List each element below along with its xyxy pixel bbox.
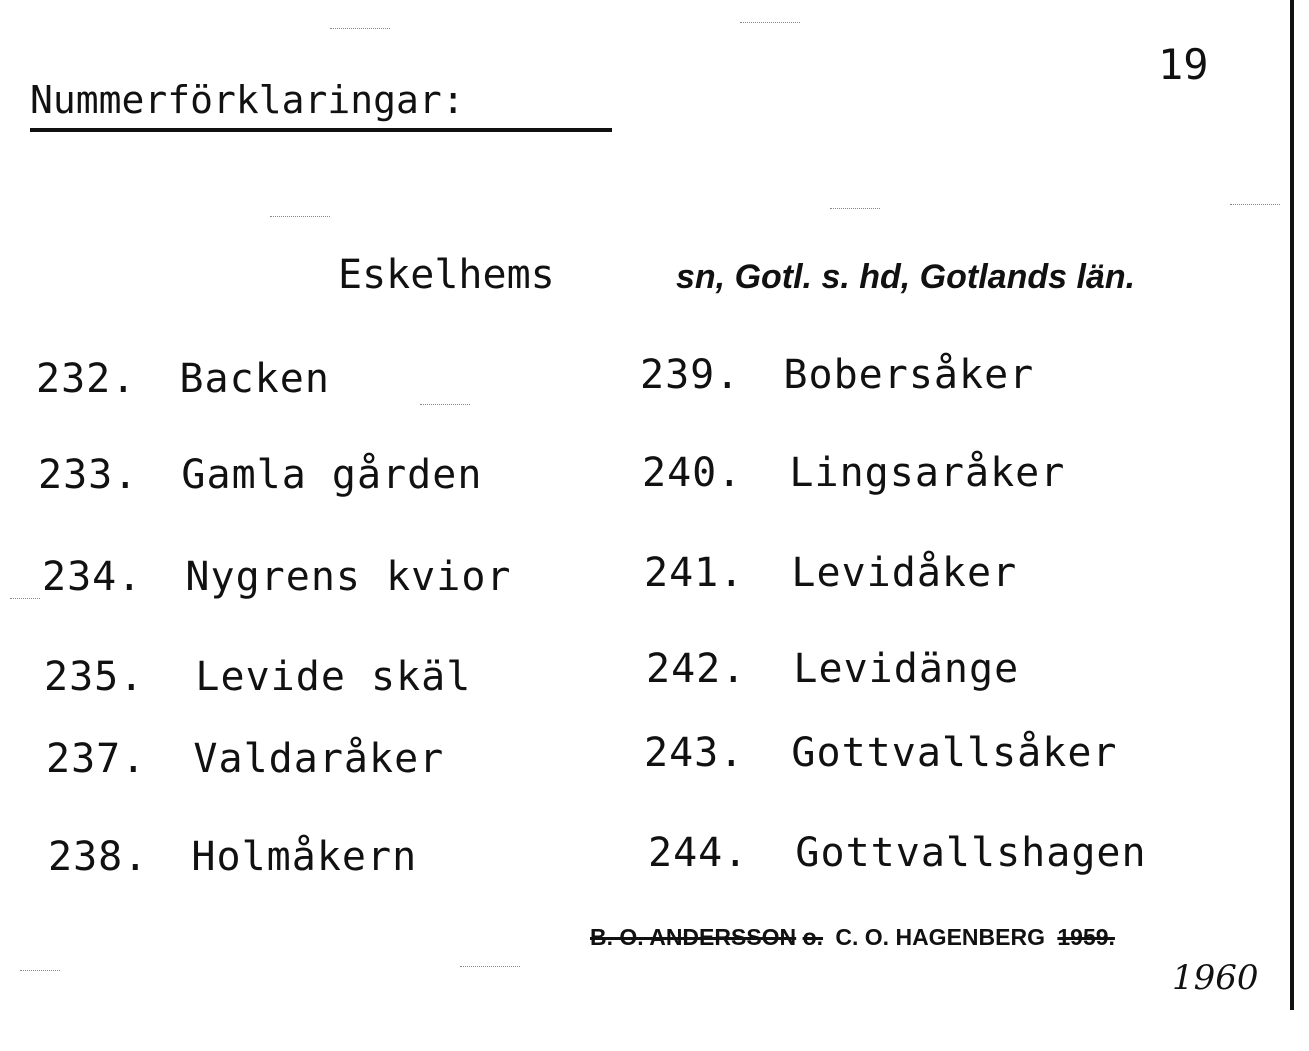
scan-artifact [460,966,520,968]
entry-name: Bobersåker [783,352,1035,398]
scan-artifact [830,208,880,210]
entry-name: Lingsaråker [789,450,1066,496]
list-item [36,356,330,402]
entry-name: Gamla gården [181,452,483,498]
entry-number: 235. [44,654,145,700]
entry-number: 234. [42,554,143,600]
page-heading: Nummerförklaringar: [30,78,465,122]
entry-name: Levidänge [793,646,1020,692]
parish-name: Eskelhems [338,252,555,298]
entry-name: Gottvallshagen [795,830,1147,876]
scan-artifact [740,22,800,24]
entry-number: 240. [642,450,743,496]
scan-artifact [1230,204,1280,206]
entry-number: 233. [38,452,139,498]
list-item [46,736,444,782]
entry-name: Holmåkern [191,834,418,880]
handwritten-year: 1960 [1172,958,1259,998]
list-item [38,452,482,498]
entry-name: Gottvallsåker [791,730,1118,776]
card-edge-line [1290,0,1294,1010]
scan-artifact [270,216,330,218]
entry-number: 244. [648,830,749,876]
entry-name: Levide skäl [195,654,472,700]
list-item [644,730,1118,776]
struck-connector: o. [802,924,824,950]
list-item [42,554,512,600]
entry-number: 242. [646,646,747,692]
entry-name: Valdaråker [193,736,445,782]
entry-number: 238. [48,834,149,880]
scan-artifact [330,28,390,30]
scan-artifact [420,404,470,406]
list-item [646,646,1019,692]
scan-artifact [10,598,40,600]
list-item [48,834,417,880]
scan-artifact [20,970,60,972]
list-item [44,654,471,700]
list-item [644,550,1017,596]
entry-name: Backen [179,356,330,402]
author-name: C. O. HAGENBERG [835,924,1045,950]
entry-number: 239. [640,352,741,398]
entry-number: 232. [36,356,137,402]
entry-name: Nygrens kvior [185,554,512,600]
parish-info: sn, Gotl. s. hd, Gotlands län. [676,258,1136,296]
entry-number: 237. [46,736,147,782]
page-number: 19 [1158,40,1209,89]
list-item [642,450,1065,496]
struck-author-name: B. O. ANDERSSON [590,924,797,950]
list-item [648,830,1147,876]
entry-number: 241. [644,550,745,596]
author-stamp [590,924,1115,951]
heading-underline [30,128,612,132]
struck-year: 1959. [1057,924,1115,950]
entry-name: Levidåker [791,550,1018,596]
list-item [640,352,1034,398]
entry-number: 243. [644,730,745,776]
